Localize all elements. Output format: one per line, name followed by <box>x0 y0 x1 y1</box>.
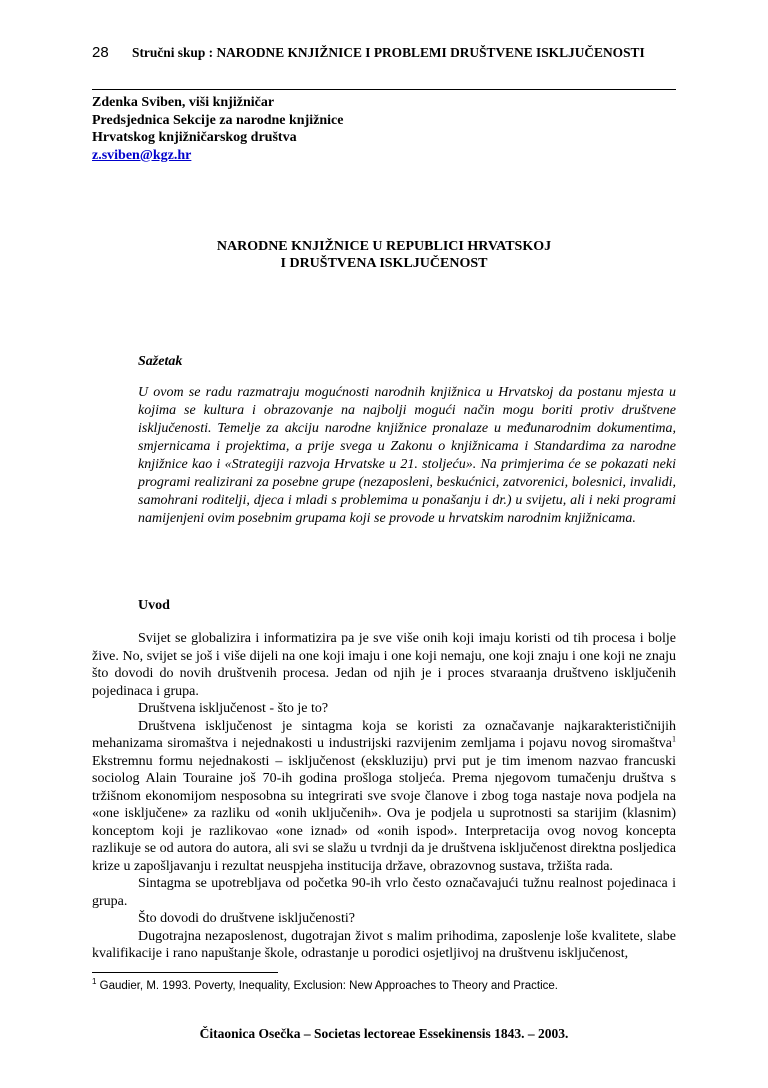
author-block <box>92 94 343 164</box>
paragraph: Sintagma se upotrebljava od početka 90-ih vrlo često označavajući tužnu realnost pojedinaca i grupa. <box>92 876 676 909</box>
title-line-2: I DRUŠTVENA ISKLJUČENOST <box>280 256 488 271</box>
author-name: Zdenka Sviben, viši knjižničar <box>92 95 275 110</box>
page-number: 28 <box>92 44 109 61</box>
paragraph-text: Društvena isključenost je sintagma koja se koristi za označavanje najkarakterističnijih mehanizama siromaštva i nejednakosti u industrijski razvijenim zemljama i pojavu novog siromaštva <box>92 718 676 751</box>
running-header <box>92 44 676 64</box>
paragraph: Svijet se globalizira i informatizira pa je sve više onih koji imaju koristi od tih procesa i bolje žive. No, svijet se još i više dijeli na one koji imaju i one koji nemaju, one koji znaju i one koji ne znaju što dovodi do novih društvenih procesa. Jedan od njih je i proces stvaraanja društveno isključenih pojedinaca i grupa. <box>92 631 676 699</box>
author-role: Predsjednica Sekcije za narodne knjižnice <box>92 112 344 128</box>
running-title: Stručni skup : NARODNE KNJIŽNICE I PROBLEMI DRUŠTVENE ISKLJUČENOSTI <box>132 45 645 60</box>
footnote-reference: 1 <box>672 734 676 744</box>
footnote <box>92 977 558 992</box>
paragraph: Dugotrajna nezaposlenost, dugotrajan život s malim prihodima, zaposlenje loše kvalitete, slabe kvalifikacije i rano napuštanje škole, odrastanje u porodici osjetljivoj na društvenu isključenost, <box>92 928 676 961</box>
abstract-heading: Sažetak <box>138 354 183 369</box>
intro-body <box>92 630 676 963</box>
abstract-text: U ovom se radu razmatraju mogućnosti narodnih knjižnica u Hrvatskoj da postanu mjesta u kojima se kultura i obrazovanje na najbolji mogući način mogu boriti protiv društvene isključenosti. Temelje za akciju narodne knjižnice pronalaze u međunarodnim dokumentima, smjernicama i projektima, a prije svega u Zakonu o knjižnicama i Standardima za narodne knjižnice kao i «Strategiji razvoja Hrvatske u 21. stoljeću». Na primjerima će se pokazati neki programi realizirani za posebne grupe (nezaposleni, beskućnici, zatvorenici, bolesnici, invalidi, samohrani roditelji, djeca i mladi s problemima u ponašanju i dr.) u svijetu, ali i neki programi namijenjeni ovim posebnim grupama koji se provode u hrvatskim narodnim knjižnicama. <box>138 385 676 526</box>
paragraph <box>92 718 676 876</box>
title-line-1: NARODNE KNJIŽNICE U REPUBLICI HRVATSKOJ <box>216 239 552 254</box>
footnote-marker: 1 <box>92 977 97 987</box>
author-organization: Hrvatskog knjižničarskog društva <box>92 130 297 145</box>
header-rule <box>92 89 676 90</box>
author-email-link[interactable]: z.sviben@kgz.hr <box>92 147 192 163</box>
page-footer: Čitaonica Osečka – Societas lectoreae Essekinensis 1843. – 2003. <box>199 1026 569 1041</box>
paragraph: Društvena isključenost - što je to? <box>138 701 329 716</box>
intro-heading: Uvod <box>138 598 170 613</box>
footnote-rule <box>92 972 278 973</box>
footnote-text: Gaudier, M. 1993. Poverty, Inequality, Exclusion: New Approaches to Theory and Practice. <box>96 980 558 992</box>
paper-title <box>92 238 676 272</box>
paragraph: Što dovodi do društvene isključenosti? <box>138 911 355 926</box>
paragraph-text: Ekstremnu formu nejednakosti – isključenost (ekskluziju) prvi put je tim imenom nazvao francuski sociolog Alain Touraine još 70-ih godina prošloga stoljeća. Prema njegovom tumačenju društva s tržišnom ekonomijom nesposobna su integrirati sve svoje članove i zbog toga nastaje nova podjela na «one isključene» za razliku od «onih uključenih». Ova je podjela u suprotnosti sa starijim (klasnim) konceptom koji je razlikovao «one iznad» od «onih ispod». Interpretacija ovog novog koncepta razlikuje se od autora do autora, ali svi se slažu u tvrdnji da je društvena isključenost direktna posljedica krize u zapošljavanju i rezultat neuspjeha institucija države, obrazovnog sustava, tržišta rada. <box>92 753 676 874</box>
